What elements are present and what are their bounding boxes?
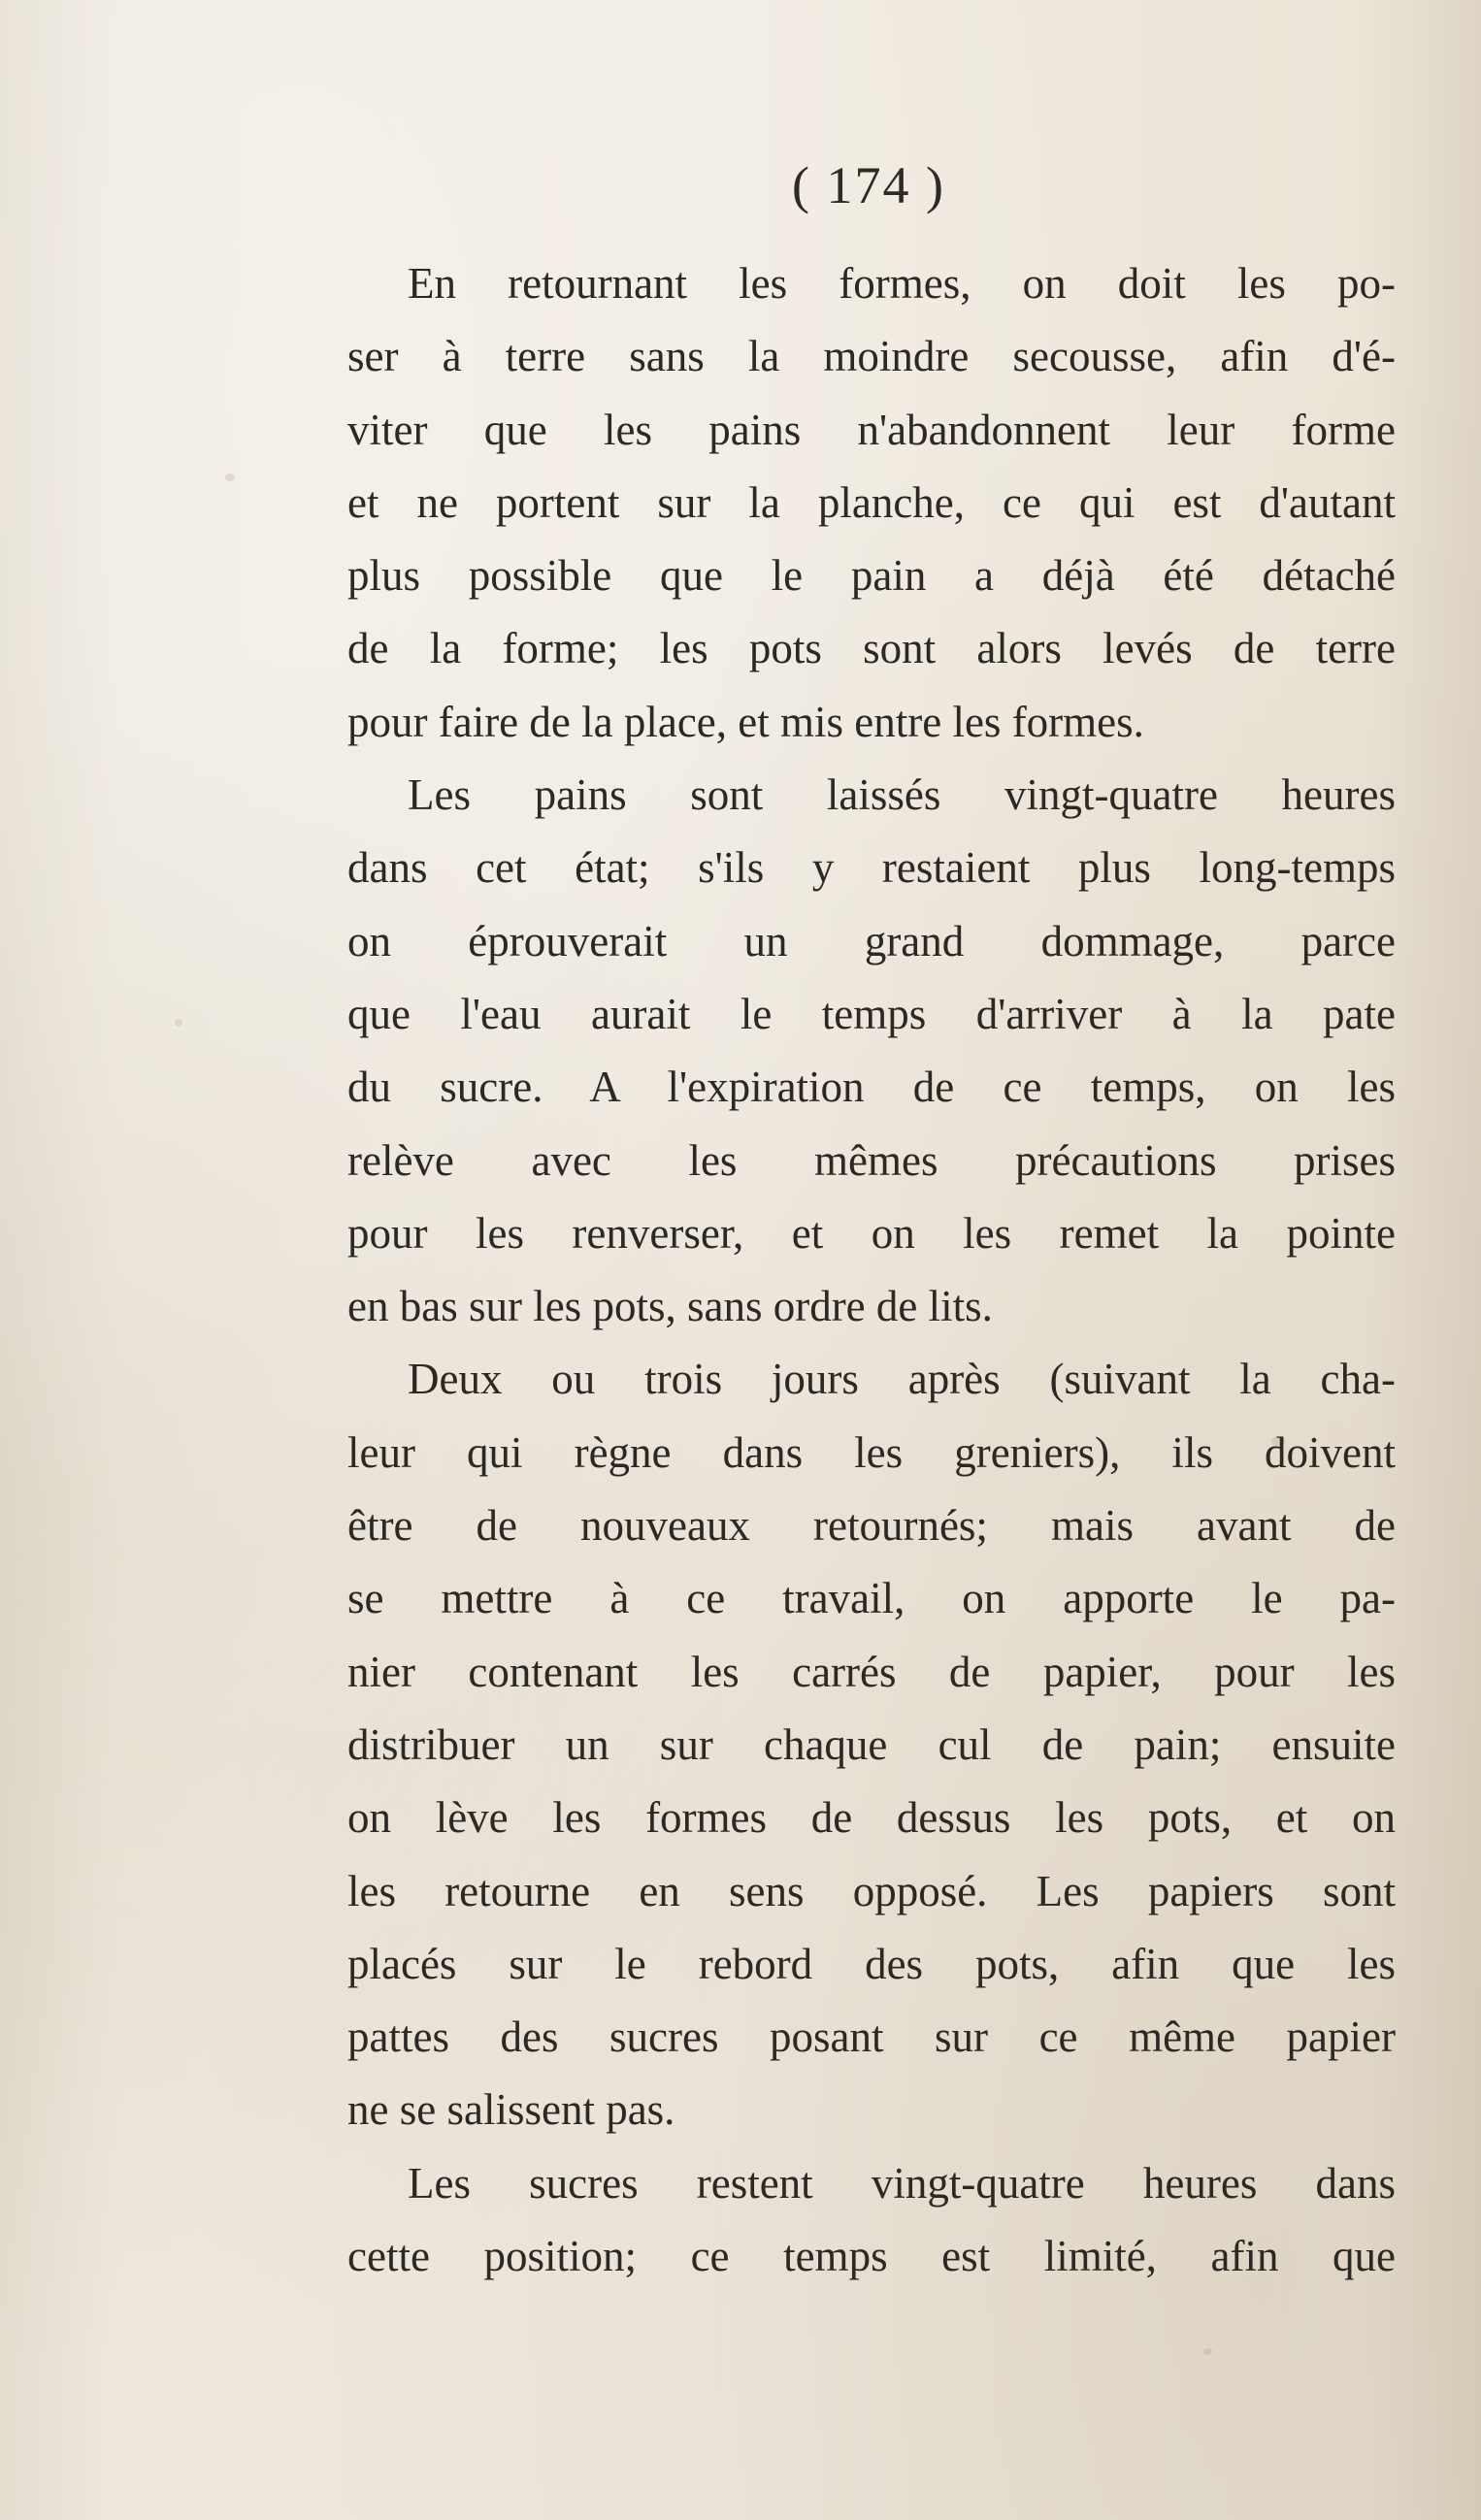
text-line: les retourne en sens opposé. Les papiers sont bbox=[347, 1866, 1396, 1915]
body-text bbox=[347, 247, 1396, 2293]
text-line: et ne portent sur la planche, ce qui est d'autant bbox=[347, 477, 1396, 527]
page-number: ( 174 ) bbox=[792, 156, 945, 214]
text-line: ne se salissent pas. bbox=[347, 2085, 675, 2135]
text-line: être de nouveaux retournés; mais avant de bbox=[347, 1501, 1396, 1551]
text-line: Les pains sont laissés vingt-quatre heures bbox=[408, 770, 1396, 820]
text-line: de la forme; les pots sont alors levés de terre bbox=[347, 624, 1396, 673]
text-line: En retournant les formes, on doit les po- bbox=[408, 259, 1396, 308]
text-line: que l'eau aurait le temps d'arriver à la pate bbox=[347, 989, 1396, 1038]
text-line: Deux ou trois jours après (suivant la cha- bbox=[408, 1355, 1396, 1404]
text-line: nier contenant les carrés de papier, pour les bbox=[347, 1647, 1396, 1696]
text-line: pattes des sucres posant sur ce même papier bbox=[347, 2013, 1396, 2062]
text-line: viter que les pains n'abandonnent leur forme bbox=[347, 405, 1396, 454]
text-line: placés sur le rebord des pots, afin que les bbox=[347, 1939, 1396, 1988]
text-line: Les sucres restent vingt-quatre heures dans bbox=[408, 2158, 1396, 2208]
text-line: distribuer un sur chaque cul de pain; ensuite bbox=[347, 1719, 1396, 1769]
text-line: se mettre à ce travail, on apporte le pa- bbox=[347, 1574, 1396, 1623]
text-line: pour les renverser, et on les remet la pointe bbox=[347, 1208, 1396, 1258]
paper-stain bbox=[175, 1019, 182, 1027]
text-line: en bas sur les pots, sans ordre de lits. bbox=[347, 1282, 993, 1331]
text-line: on éprouverait un grand dommage, parce bbox=[347, 916, 1396, 965]
paper-stain bbox=[1203, 2348, 1212, 2355]
text-line: du sucre. A l'expiration de ce temps, on les bbox=[347, 1063, 1396, 1112]
text-line: cette position; ce temps est limité, afin que bbox=[347, 2232, 1396, 2281]
text-line: pour faire de la place, et mis entre les formes. bbox=[347, 697, 1144, 746]
text-line: ser à terre sans la moindre secousse, afin d'é- bbox=[347, 332, 1396, 381]
text-line: plus possible que le pain a déjà été détaché bbox=[347, 551, 1396, 601]
text-line: dans cet état; s'ils y restaient plus long-temps bbox=[347, 843, 1396, 893]
text-line: leur qui règne dans les greniers), ils doivent bbox=[347, 1427, 1396, 1477]
paper-stain bbox=[225, 474, 235, 481]
text-line: relève avec les mêmes précautions prises bbox=[347, 1135, 1396, 1185]
text-line: on lève les formes de dessus les pots, et on bbox=[347, 1793, 1396, 1843]
